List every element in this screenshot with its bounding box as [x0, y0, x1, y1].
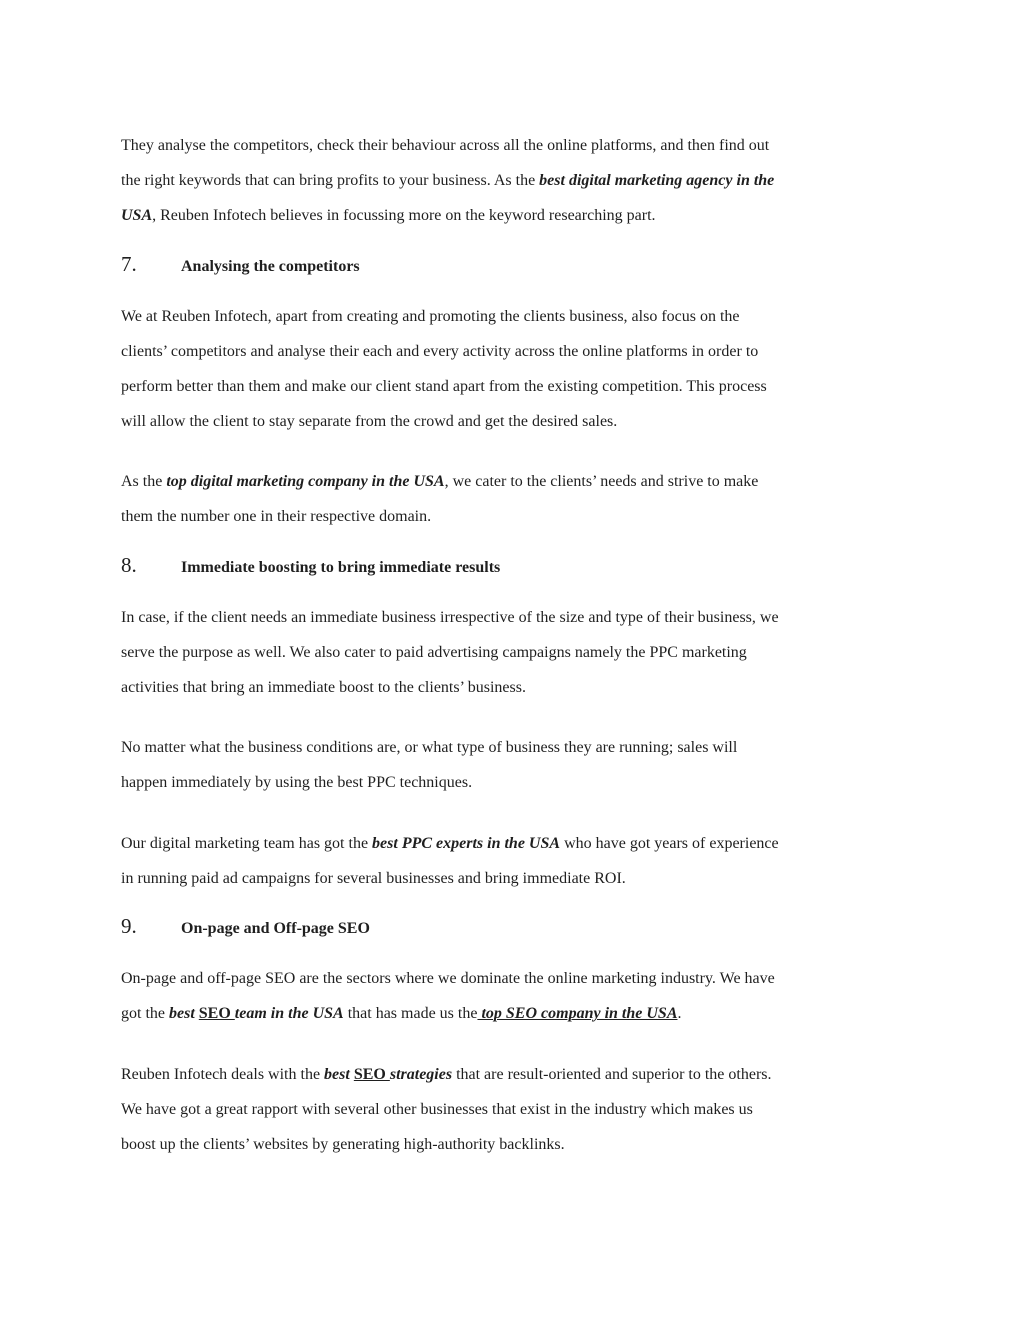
text-line: serve the purpose as well. We also cater to paid advertising campaigns namely the PPC marketing: [121, 644, 747, 661]
section-number: 7.: [121, 252, 137, 276]
emphasis-phrase: team in the USA: [234, 1005, 344, 1022]
seo-link[interactable]: SEO: [198, 1005, 235, 1022]
text-line: They analyse the competitors, check their behaviour across all the online platforms, and then find out: [121, 137, 770, 154]
section-number: 9.: [121, 914, 137, 938]
text-line: We have got a great rapport with several other businesses that exist in the industry which makes us: [121, 1101, 753, 1118]
emphasis-phrase: USA: [121, 207, 153, 224]
text-line: We at Reuben Infotech, apart from creating and promoting the clients business, also focus on the: [121, 308, 740, 325]
paragraph-seo-sectors: [121, 961, 911, 1031]
section-heading-9: [121, 914, 911, 942]
emphasis-phrase: top digital marketing company in the USA: [166, 473, 445, 490]
text-line: clients’ competitors and analyse their each and every activity across the online platforms in order to: [121, 343, 759, 360]
section-title: Immediate boosting to bring immediate results: [181, 559, 501, 576]
text-line: On-page and off-page SEO are the sectors where we dominate the online marketing industry. We have: [121, 970, 775, 987]
section-heading-7: [121, 252, 911, 280]
text-line: Reuben Infotech deals with the best SEO strategies that are result-oriented and superior to the others.: [121, 1066, 772, 1083]
text-line: perform better than them and make our client stand apart from the existing competition. This process: [121, 378, 767, 395]
emphasis-phrase: best: [169, 1005, 199, 1022]
seo-link[interactable]: SEO: [353, 1066, 390, 1083]
text-line: the right keywords that can bring profits to your business. As the best digital marketing agency in the: [121, 172, 775, 189]
paragraph-ppc-experts: [121, 826, 911, 896]
text-line: As the top digital marketing company in the USA, we cater to the clients’ needs and strive to make: [121, 473, 759, 490]
paragraph-business-conditions: [121, 730, 911, 800]
paragraph-seo-strategies: [121, 1057, 911, 1162]
top-seo-company-link[interactable]: top SEO company in the USA: [477, 1005, 678, 1022]
text-line: will allow the client to stay separate from the crowd and get the desired sales.: [121, 413, 618, 430]
text-line: them the number one in their respective domain.: [121, 508, 432, 525]
emphasis-phrase: best: [324, 1066, 354, 1083]
paragraph-immediate-business: [121, 600, 911, 705]
emphasis-phrase: strategies: [389, 1066, 453, 1083]
section-heading-8: [121, 553, 911, 581]
text-line: activities that bring an immediate boost to the clients’ business.: [121, 679, 526, 696]
text-line: No matter what the business conditions are, or what type of business they are running; sales will: [121, 739, 738, 756]
section-number: 8.: [121, 553, 137, 577]
paragraph-keyword-research: [121, 128, 911, 233]
text-line: In case, if the client needs an immediate business irrespective of the size and type of their business, we: [121, 609, 779, 626]
text-line: USA, Reuben Infotech believes in focussing more on the keyword researching part.: [121, 207, 656, 224]
section-title: Analysing the competitors: [181, 258, 360, 275]
emphasis-phrase: best digital marketing agency in the: [539, 172, 775, 189]
text-line: Our digital marketing team has got the best PPC experts in the USA who have got years of experience: [121, 835, 779, 852]
text-line: happen immediately by using the best PPC techniques.: [121, 774, 473, 791]
section-title: On-page and Off-page SEO: [181, 920, 370, 937]
paragraph-top-company: [121, 464, 911, 534]
emphasis-phrase: best PPC experts in the USA: [372, 835, 561, 852]
text-line: got the best SEO team in the USA that has made us the top SEO company in the USA.: [121, 1005, 682, 1022]
paragraph-competitors: [121, 299, 911, 439]
text-line: in running paid ad campaigns for several businesses and bring immediate ROI.: [121, 870, 626, 887]
text-line: boost up the clients’ websites by generating high-authority backlinks.: [121, 1136, 565, 1153]
